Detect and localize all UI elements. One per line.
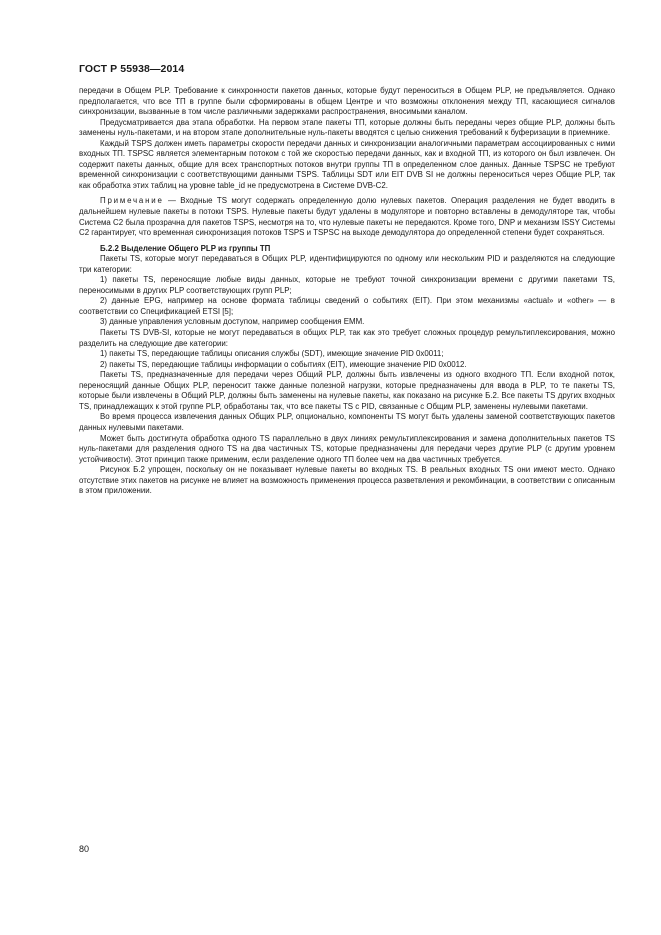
note bbox=[79, 196, 615, 238]
note-text: — Входные TS могут содержать определенную долю нулевых пакетов. Операция разделения не будет вводить в дальнейшем нулевые пакеты в потоки TSPS. Нулевые пакеты будут удалены в модуляторе и повторно вставлены в демодуляторе так, чтобы Система С2 была прозрачна для пакетов TSPS, несмотря на то, что нулевые пакеты не передаются. Кроме того, DNP и механизм ISSY Системы С2 гарантирует, что временная синхронизация потоков TSPS и TSPSC на выходе демодулятора до определенной степени будет сохраняться. bbox=[79, 196, 615, 238]
list-item-sdt: 1) пакеты TS, передающие таблицы описания службы (SDT), имеющие значение PID 0x0011; bbox=[100, 349, 444, 359]
paragraph-4: Пакеты TS, которые могут передаваться в Общих PLP, идентифицируются по одному или нескольким PID и разделяются на следующие три категории: bbox=[79, 254, 615, 274]
page-number: 80 bbox=[79, 844, 90, 854]
document-body bbox=[79, 86, 615, 497]
list-item-eit: 2) пакеты TS, передающие таблицы информации о событиях (EIT), имеющие значение PID 0x0012. bbox=[100, 359, 467, 369]
paragraph-optional-removal: Во время процесса извлечения данных Общих PLP, опционально, компоненты TS могут быть удалены заменой соответствующих пакетов данных нулевыми пакетами. bbox=[79, 412, 615, 432]
paragraph-1: передачи в Общем PLP. Требование к синхронности пакетов данных, которые будут переноситься в Общем PLP, не предъявляется. Однако предполагается, что все ТП в группе были сформированы в общем Центре и что возможны отклонения между ТП, касающиеся сигналов синхронизации, вызванные в том числе различными задержками распространения, вносимыми каналом. bbox=[79, 86, 615, 117]
list-item-3: 3) данные управления условным доступом, например сообщения EMM. bbox=[100, 317, 365, 327]
section-heading: Б.2.2 Выделение Общего PLP из группы ТП bbox=[100, 243, 271, 253]
paragraph-parallel-processing: Может быть достигнута обработка одного TS параллельно в двух линиях ремультиплексирования и замена дополнительных пакетов TS нуль-пакетами для разделения одного TS на два частичных TS, которые предназначены для передачи через другие PLP (с другим уровнем устойчивости). Этот принцип также применим, если разделение одного ТП более чем на два частичных требуется. bbox=[79, 433, 615, 464]
paragraph-extraction: Пакеты TS, предназначенные для передачи через Общий PLP, должны быть извлечены из одного входного ТП. Если входной поток, переносящий данные Общих PLP, переносит также данные полезной нагрузки, которые предназначены для ввода в PLP, то те пакеты TS, которые были извлечены в Общий PLP, должны быть заменены на нулевые пакеты, как показано на рисунке Б.2. Все пакеты TS других входных TS, принадлежащих к этой группе PLP, обработаны так, что все пакеты TS с PID, связанные с Общим PLP, заменены нулевыми пакетами. bbox=[79, 370, 615, 411]
list-item-1: 1) пакеты TS, переносящие любые виды данных, которые не требуют точной синхронизации времени с другими пакетами TS, переносимыми в других PLP соответствующих групп PLP; bbox=[79, 275, 615, 295]
paragraph-2: Предусматривается два этапа обработки. На первом этапе пакеты ТП, которые должны быть переданы через общие PLP, должны быть заменены нуль-пакетами, и на втором этапе дополнительные нуль-пакеты вводятся с целью снижения требований к буферизации в приемнике. bbox=[79, 117, 615, 138]
paragraph-figure-note: Рисунок Б.2 упрощен, поскольку он не показывает нулевые пакеты во входных TS. В реальных входных TS они имеют место. Однако отсутствие этих пакетов на рисунке не влияет на возможность применения процесса разветвления и рекомбинации, в соответствии с описанным в этом приложении. bbox=[79, 465, 615, 496]
document-header: ГОСТ Р 55938—2014 bbox=[79, 63, 185, 75]
paragraph-3: Каждый TSPS должен иметь параметры скорости передачи данных и синхронизации аналогичными параметрам ассоциированных с ними входных ТП. TSPSC является элементарным потоком с той же скоростью передачи данных, как и входной ТП, из которого он был извлечен. Он содержит пакеты данных, общие для всех транспортных потоков внутри группы ТП в определенном слое данных. Данные TSPSC не требуют временной синхронизации с соответствующими данными TSPS. Таблицы SDT или EIT DVB SI не должны переноситься через Общие PLP, так как обработка этих таблиц на уровне table_id не предусмотрена в Системе DVB-C2. bbox=[79, 138, 615, 190]
paragraph-dvb-si: Пакеты TS DVB-SI, которые не могут передаваться в общих PLP, так как это требует сложных процедур ремультиплексирования, можно разделить на следующие две категории: bbox=[79, 328, 615, 348]
list-item-2: 2) данные EPG, например на основе формата таблицы сведений о событиях (EIT). При этом механизмы «actual» и «other» — в соответствии со Спецификацией ETSI [5]; bbox=[79, 296, 615, 316]
note-label: Примечание bbox=[100, 196, 164, 206]
